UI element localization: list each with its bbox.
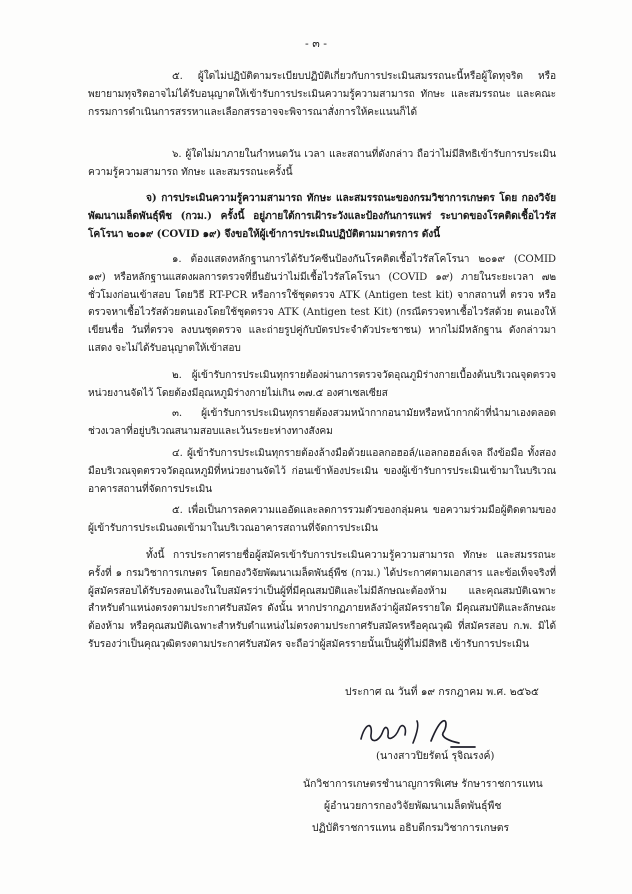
signer-title-line-2: ผู้อำนวยการกองวิจัยพัฒนาเมล็ดพันธุ์พืช	[324, 800, 502, 812]
measure-item-5: ๕. เพื่อเป็นการลดความแออัดและลดการรวมตัวของกลุ่มคน ขอความร่วมมือผู้ติดตามของผู้เข้ารับการประเมินงดเข้ามาในบริเวณอาคารสถานที่จัดการประเมิน	[88, 505, 556, 534]
signer-title-line-1: นักวิชาการเกษตรชำนาญการพิเศษ รักษาราชการแทน	[303, 778, 543, 790]
paragraph-item-6: ๖. ผู้ใดไม่มาภายในกำหนดวัน เวลา และสถานที่ดังกล่าว ถือว่าไม่มีสิทธิเข้ารับการประเมินความรู้ความสามารถ ทักษะ และสมรรถนะครั้งนี้	[88, 149, 556, 178]
closing-paragraph: ทั้งนี้ การประกาศรายชื่อผู้สมัครเข้ารับการประเมินความรู้ความสามารถ ทักษะ และสมรรถนะครั้งที่ ๑ กรมวิชาการเกษตร โดยกองวิจัยพัฒนาเมล็ดพันธุ์พืช (กวม.) ได้ประกาศตามเอกสาร และข้อเท็จจริงที่ผู้สมัครสอบได้รับรองตนเองในใบสมัครว่าเป็นผู้ที่มีคุณสมบัติและไม่มีลักษณะต้องห้าม และคุณสมบัติเฉพาะสำหรับตำแหน่งตรงตามประกาศรับสมัคร ดังนั้น หากปรากฏภายหลังว่าผู้สมัครรายใด มีคุณสมบัติและลักษณะต้องห้าม หรือคุณสมบัติเฉพาะสำหรับตำแหน่งไม่ตรงตามประกาศรับสมัครหรือคุณวุฒิ ที่สมัครสอบ ก.พ. มิได้รับรองว่าเป็นคุณวุฒิตรงตามประกาศรับสมัคร จะถือว่าผู้สมัครรายนั้นเป็นผู้ที่ไม่มีสิทธิ เข้ารับการประเมิน	[88, 550, 556, 650]
handwritten-signature	[355, 713, 495, 751]
announcement-date: ประกาศ ณ วันที่ ๑๙ กรกฎาคม พ.ศ. ๒๕๖๕	[345, 686, 539, 698]
signer-name: (นางสาวปิยรัตน์ รุจิณรงค์)	[376, 750, 495, 762]
signer-title-line-3: ปฏิบัติราชการแทน อธิบดีกรมวิชาการเกษตร	[312, 822, 510, 834]
measure-item-4: ๔. ผู้เข้ารับการประเมินทุกรายต้องล้างมือด้วยแอลกอฮอล์/แอลกอฮอล์เจล ถึงข้อมือ ทั้งสองมือบริเวณจุดตรวจวัดอุณหภูมิที่หน่วยงานจัดไว้ ก่อนเข้าห้องประเมิน ของผู้เข้ารับการประเมินเข้ามาในบริเวณอาคารสถานที่จัดการประเมิน	[88, 448, 556, 495]
measure-item-1: ๑. ต้องแสดงหลักฐานการได้รับวัคซีนป้องกันโรคติดเชื้อไวรัสโคโรนา ๒๐๑๙ (COMID ๑๙) หรือหลักฐานแสดงผลการตรวจที่ยืนยันว่าไม่มีเชื้อไวรัสโคโรนา (COVID ๑๙) ภายในระยะเวลา ๗๒ ชั่วโมงก่อนเข้าสอบ โดยวิธี RT-PCR หรือการใช้ชุดตรวจ ATK (Antigen test kit) จากสถานที่ ตรวจ หรือตรวจหาเชื้อไวรัสด้วยตนเองโดยใช้ชุดตรวจ ATK (Antigen test Kit) (กรณีตรวจหาเชื้อไวรัสด้วย ตนเองให้เขียนชื่อ วันที่ตรวจ ลงบนชุดตรวจ และถ่ายรูปคู่กับบัตรประจำตัวประชาชน) หากไม่มีหลักฐาน ดังกล่าวมาแสดง จะไม่ได้รับอนุญาตให้เข้าสอบ	[88, 254, 556, 354]
page-number: - ๓ -	[305, 37, 327, 50]
measure-item-3: ๓. ผู้เข้ารับการประเมินทุกรายต้องสวมหน้ากากอนามัยหรือหน้ากากผ้าที่นำมาเองตลอดช่วงเวลาที่อยู่บริเวณสนามสอบและเว้นระยะห่างทางสังคม	[88, 408, 556, 437]
section-heading-covid-measures: จ) การประเมินความรู้ความสามารถ ทักษะ และสมรรถนะของกรมวิชาการเกษตร โดย กองวิจัยพัฒนาเมล็ดพันธุ์พืช (กวม.) ครั้งนี้ อยู่ภายใต้การเฝ้าระวังและป้องกันการแพร่ ระบาดของโรคติดเชื้อไวรัสโคโรนา ๒๐๑๙ (COVID ๑๙) จึงขอให้ผู้เข้าการประเมินปฏิบัติตามมาตรการ ดังนี้	[88, 192, 556, 240]
paragraph-item-5: ๕. ผู้ใดไม่ปฏิบัติตามระเบียบปฏิบัติเกี่ยวกับการประเมินสมรรถนะนี้หรือผู้ใดทุจริต หรือพยายามทุจริตอาจไม่ได้รับอนุญาตให้เข้ารับการประเมินความรู้ความสามารถ ทักษะ และสมรรถนะ และคณะกรรมการดำเนินการสรรหาและเลือกสรรอาจจะพิจารณาสั่งการให้คะแนนก็ได้	[88, 71, 556, 118]
measure-item-2: ๒. ผู้เข้ารับการประเมินทุกรายต้องผ่านการตรวจวัดอุณภูมิร่างกายเบื้องต้นบริเวณจุดตรวจหน่วยงานจัดไว้ โดยต้องมีอุณหภูมิร่างกายไม่เกิน ๓๗.๕ องศาเซลเซียส	[88, 370, 556, 399]
